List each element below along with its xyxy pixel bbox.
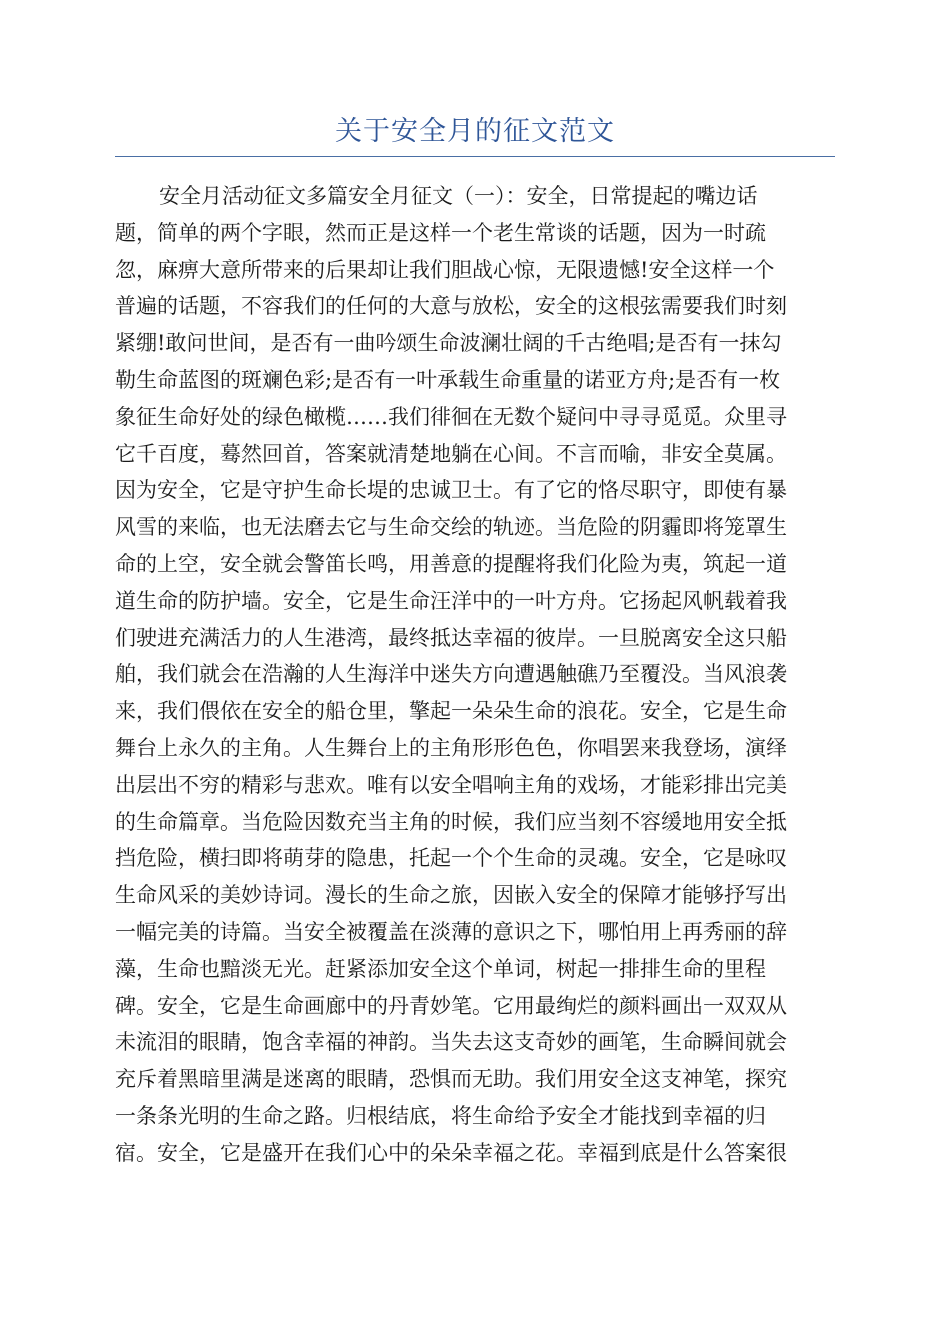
text-line: 命的上空，安全就会警笛长鸣，用善意的提醒将我们化险为夷，筑起一道 [115, 551, 787, 576]
text-line: 风雪的来临，也无法磨去它与生命交绘的轨迹。当危险的阴霾即将笼罩生 [115, 515, 787, 540]
text-line: 紧绷!敢问世间，是否有一曲吟颂生命波澜壮阔的千古绝唱;是否有一抹勾 [115, 331, 782, 356]
text-line: 充斥着黑暗里满是迷离的眼睛，恐惧而无助。我们用安全这支神笔，探究 [115, 1067, 787, 1092]
text-line: 勒生命蓝图的斑斓色彩;是否有一叶承载生命重量的诺亚方舟;是否有一枚 [115, 367, 781, 392]
text-line: 舶，我们就会在浩瀚的人生海洋中迷失方向遭遇触礁乃至覆没。当风浪袭 [115, 662, 787, 687]
text-line: 的生命篇章。当危险因数充当主角的时候，我们应当刻不容缓地用安全抵 [115, 809, 787, 834]
text-line: 忽，麻痹大意所带来的后果却让我们胆战心惊，无限遗憾!安全这样一个 [115, 257, 775, 282]
text-line: 来，我们偎依在安全的船仓里，擎起一朵朵生命的浪花。安全，它是生命 [115, 699, 787, 724]
text-line: 普遍的话题，不容我们的任何的大意与放松，安全的这根弦需要我们时刻 [115, 294, 787, 319]
text-line: 宿。安全，它是盛开在我们心中的朵朵幸福之花。幸福到底是什么答案很 [115, 1140, 787, 1165]
text-line: 出层出不穷的精彩与悲欢。唯有以安全唱响主角的戏场，才能彩排出完美 [115, 772, 787, 797]
text-line: 题，简单的两个字眼，然而正是这样一个老生常谈的话题，因为一时疏 [115, 220, 766, 245]
text-line: 挡危险，横扫即将萌芽的隐患，托起一个个生命的灵魂。安全，它是咏叹 [115, 846, 787, 871]
text-line: 未流泪的眼睛，饱含幸福的神韵。当失去这支奇妙的画笔，生命瞬间就会 [115, 1030, 787, 1055]
title-block [115, 112, 835, 157]
text-line: 象征生命好处的绿色橄榄……我们徘徊在无数个疑问中寻寻觅觅。众里寻 [115, 404, 787, 429]
page-title: 关于安全月的征文范文 [335, 116, 615, 147]
text-line: 碑。安全，它是生命画廊中的丹青妙笔。它用最绚烂的颜料画出一双双从 [115, 993, 787, 1018]
text-line: 藻，生命也黯淡无光。赶紧添加安全这个单词，树起一排排生命的里程 [115, 956, 766, 981]
text-line: 们驶进充满活力的人生港湾，最终抵达幸福的彼岸。一旦脱离安全这只船 [115, 625, 787, 650]
text-line: 一条条光明的生命之路。归根结底，将生命给予安全才能找到幸福的归 [115, 1103, 766, 1128]
text-line: 生命风采的美妙诗词。漫长的生命之旅，因嵌入安全的保障才能够抒写出 [115, 883, 787, 908]
body-paragraph [115, 178, 835, 1172]
text-line: 因为安全，它是守护生命长堤的忠诚卫士。有了它的恪尽职守，即使有暴 [115, 478, 787, 503]
text-line: 安全月活动征文多篇安全月征文（一）：安全，日常提起的嘴边话 [159, 184, 758, 208]
text-line: 一幅完美的诗篇。当安全被覆盖在淡薄的意识之下，哪怕用上再秀丽的辞 [115, 919, 787, 944]
text-line: 它千百度，蓦然回首，答案就清楚地躺在心间。不言而喻，非安全莫属。 [115, 441, 787, 466]
text-line: 舞台上永久的主角。人生舞台上的主角形形色色，你唱罢来我登场，演绎 [115, 735, 787, 760]
text-line: 道生命的防护墙。安全，它是生命汪洋中的一叶方舟。它扬起风帆载着我 [115, 588, 787, 613]
